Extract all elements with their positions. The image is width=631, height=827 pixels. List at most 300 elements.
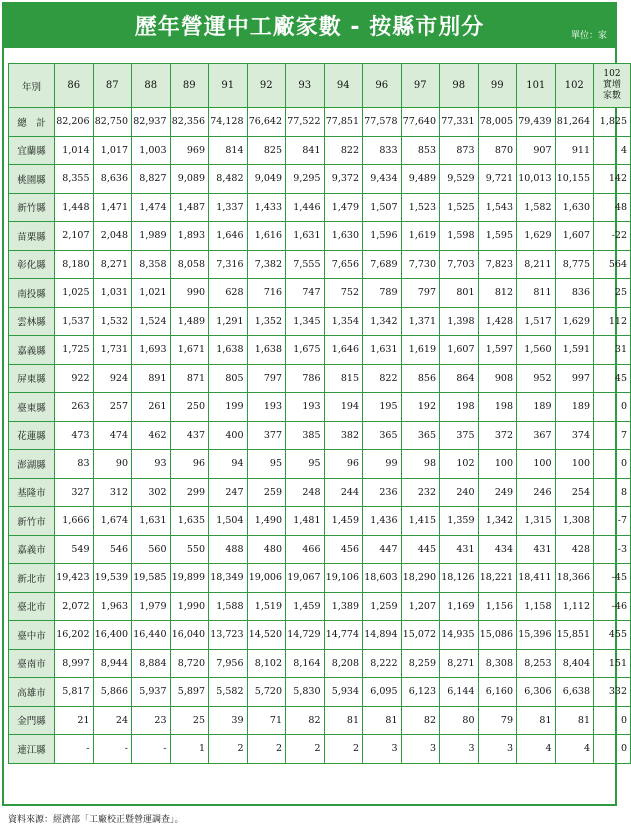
row-increase: -46 (594, 592, 631, 621)
table-cell: 98 (401, 450, 440, 479)
table-cell: - (55, 735, 94, 764)
table-cell: 365 (401, 421, 440, 450)
table-cell: 815 (324, 364, 363, 393)
table-cell: 16,040 (170, 621, 209, 650)
factory-count-table (8, 63, 631, 764)
table-cell: 8,827 (132, 165, 171, 194)
table-cell: 81 (517, 706, 556, 735)
row-county-name: 臺中市 (9, 621, 55, 650)
header-year: 94 (324, 64, 363, 108)
row-increase: 112 (594, 307, 631, 336)
table-cell: 6,306 (517, 678, 556, 707)
table-cell: 79,439 (517, 108, 556, 137)
table-cell: 1,646 (324, 336, 363, 365)
table-cell: 1,630 (555, 193, 594, 222)
row-county-name: 基隆市 (9, 478, 55, 507)
table-cell: 1,158 (517, 592, 556, 621)
table-cell: 1,474 (132, 193, 171, 222)
table-cell: 39 (209, 706, 248, 735)
table-cell: 193 (247, 393, 286, 422)
table-cell: 299 (170, 478, 209, 507)
table-cell: 8,355 (55, 165, 94, 194)
table-cell: 822 (324, 136, 363, 165)
table-cell: 1,524 (132, 307, 171, 336)
header-year: 91 (209, 64, 248, 108)
table-cell: 9,529 (440, 165, 479, 194)
table-cell: 10,013 (517, 165, 556, 194)
table-cell: 8,358 (132, 250, 171, 279)
table-cell: 1,112 (555, 592, 594, 621)
table-cell: 7,656 (324, 250, 363, 279)
row-increase: 1,825 (594, 108, 631, 137)
row-increase: 142 (594, 165, 631, 194)
table-cell: 990 (170, 279, 209, 308)
table-cell: 814 (209, 136, 248, 165)
header-increase (594, 64, 631, 108)
table-frame (2, 2, 627, 825)
table-cell: 1,446 (286, 193, 325, 222)
table-cell: 14,894 (363, 621, 402, 650)
table-cell: 7,956 (209, 649, 248, 678)
table-cell: 456 (324, 535, 363, 564)
table-cell: 244 (324, 478, 363, 507)
table-cell: 8,271 (440, 649, 479, 678)
table-cell: 1,990 (170, 592, 209, 621)
table-cell: 247 (209, 478, 248, 507)
table-cell: 1,646 (209, 222, 248, 251)
table-cell: 1,031 (93, 279, 132, 308)
row-increase: 0 (594, 450, 631, 479)
row-increase: -45 (594, 564, 631, 593)
table-cell: 1,607 (555, 222, 594, 251)
table-cell: 95 (286, 450, 325, 479)
table-cell: 82,937 (132, 108, 171, 137)
table-cell: 1,963 (93, 592, 132, 621)
table-cell: 375 (440, 421, 479, 450)
table-cell: 372 (478, 421, 517, 450)
table-cell: 5,866 (93, 678, 132, 707)
table-cell: 1,582 (517, 193, 556, 222)
table-cell: 8,102 (247, 649, 286, 678)
table-cell: 891 (132, 364, 171, 393)
table-row (9, 678, 631, 707)
table-cell: 2,048 (93, 222, 132, 251)
table-cell: 1,315 (517, 507, 556, 536)
table-cell: 997 (555, 364, 594, 393)
table-cell: 1,517 (517, 307, 556, 336)
table-row (9, 165, 631, 194)
table-cell: 99 (363, 450, 402, 479)
table-cell: 19,539 (93, 564, 132, 593)
table-cell: 1,635 (170, 507, 209, 536)
table-cell: 1,588 (209, 592, 248, 621)
table-cell: 445 (401, 535, 440, 564)
table-cell: 7,382 (247, 250, 286, 279)
table-cell: 24 (93, 706, 132, 735)
table-cell: 377 (247, 421, 286, 450)
table-cell: 3 (478, 735, 517, 764)
table-cell: 21 (55, 706, 94, 735)
table-cell: 1,598 (440, 222, 479, 251)
table-cell: 1,352 (247, 307, 286, 336)
table-cell: 628 (209, 279, 248, 308)
header-year: 86 (55, 64, 94, 108)
header-year: 92 (247, 64, 286, 108)
table-cell: 199 (209, 393, 248, 422)
table-cell: 1,490 (247, 507, 286, 536)
table-cell: 1,631 (286, 222, 325, 251)
table-cell: - (93, 735, 132, 764)
row-county-name: 臺南市 (9, 649, 55, 678)
table-cell: 1,596 (363, 222, 402, 251)
table-cell: 327 (55, 478, 94, 507)
table-cell: 400 (209, 421, 248, 450)
table-cell: 822 (363, 364, 402, 393)
table-cell: 841 (286, 136, 325, 165)
table-cell: 864 (440, 364, 479, 393)
table-row (9, 649, 631, 678)
table-cell: 434 (478, 535, 517, 564)
table-cell: 96 (324, 450, 363, 479)
row-increase: 0 (594, 706, 631, 735)
table-cell: 3 (363, 735, 402, 764)
table-cell: 8,222 (363, 649, 402, 678)
table-cell: 3 (401, 735, 440, 764)
table-cell: 1,725 (55, 336, 94, 365)
table-cell: 1,169 (440, 592, 479, 621)
table-cell: 5,817 (55, 678, 94, 707)
table-cell: 1,630 (324, 222, 363, 251)
table-cell: 8,884 (132, 649, 171, 678)
table-cell: 263 (55, 393, 94, 422)
table-cell: 1,025 (55, 279, 94, 308)
table-cell: 8,058 (170, 250, 209, 279)
table-cell: 257 (93, 393, 132, 422)
table-cell: 1,354 (324, 307, 363, 336)
row-county-name: 宜蘭縣 (9, 136, 55, 165)
header-year: 93 (286, 64, 325, 108)
table-cell: 911 (555, 136, 594, 165)
table-cell: 19,423 (55, 564, 94, 593)
table-cell: 1,156 (478, 592, 517, 621)
table-cell: 193 (286, 393, 325, 422)
table-cell: 812 (478, 279, 517, 308)
table-row (9, 336, 631, 365)
table-cell: 77,851 (324, 108, 363, 137)
table-cell: 10,155 (555, 165, 594, 194)
table-cell: 1,631 (363, 336, 402, 365)
table-cell: 871 (170, 364, 209, 393)
table-cell: 1,537 (55, 307, 94, 336)
table-cell: 447 (363, 535, 402, 564)
table-cell: 81 (324, 706, 363, 735)
table-cell: 14,729 (286, 621, 325, 650)
header-row (9, 64, 631, 108)
table-cell: 9,489 (401, 165, 440, 194)
table-cell: 246 (517, 478, 556, 507)
table-cell: 437 (170, 421, 209, 450)
header-year: 102 (555, 64, 594, 108)
table-cell: 90 (93, 450, 132, 479)
row-increase: 7 (594, 421, 631, 450)
table-cell: 25 (170, 706, 209, 735)
table-cell: 1,428 (478, 307, 517, 336)
row-county-name: 新竹市 (9, 507, 55, 536)
table-cell: 1,560 (517, 336, 556, 365)
table-cell: 1,017 (93, 136, 132, 165)
table-cell: 236 (363, 478, 402, 507)
header-increase-line3: 家數 (602, 91, 621, 101)
table-cell: 18,366 (555, 564, 594, 593)
table-cell: 1,398 (440, 307, 479, 336)
table-cell: 19,899 (170, 564, 209, 593)
table-cell: 254 (555, 478, 594, 507)
table-cell: 4 (517, 735, 556, 764)
table-cell: 873 (440, 136, 479, 165)
table-cell: 189 (517, 393, 556, 422)
table-cell: 1,389 (324, 592, 363, 621)
table-cell: 8,180 (55, 250, 94, 279)
table-cell: 431 (440, 535, 479, 564)
table-row (9, 393, 631, 422)
title-banner (4, 4, 615, 48)
header-year: 101 (517, 64, 556, 108)
table-cell: 8,720 (170, 649, 209, 678)
table-cell: 15,396 (517, 621, 556, 650)
table-cell: 853 (401, 136, 440, 165)
table-row (9, 450, 631, 479)
table-row (9, 136, 631, 165)
row-county-name: 彰化縣 (9, 250, 55, 279)
table-cell: 1,207 (401, 592, 440, 621)
table-cell: 1,675 (286, 336, 325, 365)
table-cell: 18,290 (401, 564, 440, 593)
table-cell: 3 (440, 735, 479, 764)
table-cell: 752 (324, 279, 363, 308)
table-row (9, 193, 631, 222)
row-increase: -22 (594, 222, 631, 251)
table-cell: 250 (170, 393, 209, 422)
table-row (9, 507, 631, 536)
table-cell: 1,591 (555, 336, 594, 365)
table-cell: 312 (93, 478, 132, 507)
row-increase: 25 (594, 279, 631, 308)
table-cell: 856 (401, 364, 440, 393)
table-cell: 8,775 (555, 250, 594, 279)
table-cell: 1,489 (170, 307, 209, 336)
table-cell: 907 (517, 136, 556, 165)
row-increase: 455 (594, 621, 631, 650)
table-cell: 80 (440, 706, 479, 735)
row-increase: 48 (594, 193, 631, 222)
table-cell: 8,164 (286, 649, 325, 678)
table-cell: 82 (401, 706, 440, 735)
table-cell: 1,471 (93, 193, 132, 222)
table-cell: 7,823 (478, 250, 517, 279)
table-cell: 1,638 (247, 336, 286, 365)
table-cell: 8,253 (517, 649, 556, 678)
table-cell: 8,271 (93, 250, 132, 279)
table-cell: 19,585 (132, 564, 171, 593)
table-cell: 7,689 (363, 250, 402, 279)
table-cell: 1,523 (401, 193, 440, 222)
table-cell: 1,666 (55, 507, 94, 536)
table-cell: 71 (247, 706, 286, 735)
table-cell: 198 (478, 393, 517, 422)
table-row (9, 706, 631, 735)
table-cell: 5,720 (247, 678, 286, 707)
table-cell: 550 (170, 535, 209, 564)
table-cell: 480 (247, 535, 286, 564)
table-row (9, 250, 631, 279)
table-cell: 1,629 (555, 307, 594, 336)
table-cell: 16,202 (55, 621, 94, 650)
header-increase-line1: 102 (603, 69, 621, 79)
table-cell: 8,211 (517, 250, 556, 279)
table-cell: 385 (286, 421, 325, 450)
table-cell: 1,631 (132, 507, 171, 536)
table-cell: 1,308 (555, 507, 594, 536)
table-cell: 797 (401, 279, 440, 308)
table-row (9, 421, 631, 450)
table-cell: 811 (517, 279, 556, 308)
table-cell: 248 (286, 478, 325, 507)
table-cell: 1,607 (440, 336, 479, 365)
table-cell: 77,522 (286, 108, 325, 137)
table-cell: 16,440 (132, 621, 171, 650)
table-cell: 16,400 (93, 621, 132, 650)
table-cell: 374 (555, 421, 594, 450)
table-cell: 261 (132, 393, 171, 422)
table-cell: 560 (132, 535, 171, 564)
table-cell: 302 (132, 478, 171, 507)
table-row (9, 535, 631, 564)
table-cell: 473 (55, 421, 94, 450)
table-cell: 83 (55, 450, 94, 479)
table-cell: 5,897 (170, 678, 209, 707)
table-cell: 93 (132, 450, 171, 479)
table-cell: 18,221 (478, 564, 517, 593)
table-cell: 1,481 (286, 507, 325, 536)
table-cell: 1,989 (132, 222, 171, 251)
table-cell: 18,603 (363, 564, 402, 593)
table-cell: 428 (555, 535, 594, 564)
header-year: 98 (440, 64, 479, 108)
table-row (9, 564, 631, 593)
table-row (9, 621, 631, 650)
table-cell: 1,619 (401, 222, 440, 251)
table-cell: 2,072 (55, 592, 94, 621)
table-cell: 19,006 (247, 564, 286, 593)
header-year: 99 (478, 64, 517, 108)
row-county-name: 總 計 (9, 108, 55, 137)
header-year: 89 (170, 64, 209, 108)
table-cell: 18,411 (517, 564, 556, 593)
row-county-name: 臺北市 (9, 592, 55, 621)
table-cell: 1,671 (170, 336, 209, 365)
table-cell: 1,532 (93, 307, 132, 336)
table-cell: 7,730 (401, 250, 440, 279)
row-increase: 0 (594, 735, 631, 764)
row-county-name: 屏東縣 (9, 364, 55, 393)
header-year-label: 年別 (9, 64, 55, 108)
table-cell: 7,703 (440, 250, 479, 279)
table-cell: 1,893 (170, 222, 209, 251)
row-county-name: 金門縣 (9, 706, 55, 735)
table-cell: 836 (555, 279, 594, 308)
table-cell: 952 (517, 364, 556, 393)
table-cell: 5,934 (324, 678, 363, 707)
table-cell: 82,356 (170, 108, 209, 137)
table-cell: 96 (170, 450, 209, 479)
table-cell: 102 (440, 450, 479, 479)
row-county-name: 臺東縣 (9, 393, 55, 422)
table-cell: 1,436 (363, 507, 402, 536)
table-cell: 1,433 (247, 193, 286, 222)
table-cell: 1,459 (286, 592, 325, 621)
table-cell: 232 (401, 478, 440, 507)
table-cell: 6,160 (478, 678, 517, 707)
table-cell: 259 (247, 478, 286, 507)
row-increase: 8 (594, 478, 631, 507)
table-cell: 7,555 (286, 250, 325, 279)
table-cell: 2 (324, 735, 363, 764)
row-county-name: 澎湖縣 (9, 450, 55, 479)
table-cell: 8,308 (478, 649, 517, 678)
table-cell: 797 (247, 364, 286, 393)
table-cell: 79 (478, 706, 517, 735)
table-cell: 1,507 (363, 193, 402, 222)
table-cell: 9,372 (324, 165, 363, 194)
row-county-name: 新北市 (9, 564, 55, 593)
table-cell: 1,619 (401, 336, 440, 365)
table-cell: 1,479 (324, 193, 363, 222)
table-cell: 1,597 (478, 336, 517, 365)
table-cell: 8,944 (93, 649, 132, 678)
table-cell: 13,723 (209, 621, 248, 650)
table-cell: 1,014 (55, 136, 94, 165)
table-cell: 81,264 (555, 108, 594, 137)
row-county-name: 苗栗縣 (9, 222, 55, 251)
table-cell: 8,636 (93, 165, 132, 194)
table-cell: 1,519 (247, 592, 286, 621)
row-increase: 332 (594, 678, 631, 707)
table-cell: 15,086 (478, 621, 517, 650)
table-cell: 1,003 (132, 136, 171, 165)
table-cell: 1,504 (209, 507, 248, 536)
table-cell: 81 (363, 706, 402, 735)
table-row (9, 364, 631, 393)
table-cell: 18,126 (440, 564, 479, 593)
header-increase-line2: 實增 (602, 80, 621, 90)
table-cell: 19,067 (286, 564, 325, 593)
table-cell: 195 (363, 393, 402, 422)
table-row (9, 735, 631, 764)
row-increase: -3 (594, 535, 631, 564)
row-increase: 0 (594, 393, 631, 422)
table-body (9, 108, 631, 764)
table-cell: 1,487 (170, 193, 209, 222)
table-cell: 1,359 (440, 507, 479, 536)
table-cell: 9,049 (247, 165, 286, 194)
table-cell: 488 (209, 535, 248, 564)
table-cell: 367 (517, 421, 556, 450)
table-cell: 8,259 (401, 649, 440, 678)
row-county-name: 連江縣 (9, 735, 55, 764)
table-cell: 789 (363, 279, 402, 308)
table-cell: 6,095 (363, 678, 402, 707)
table-cell: 1,595 (478, 222, 517, 251)
